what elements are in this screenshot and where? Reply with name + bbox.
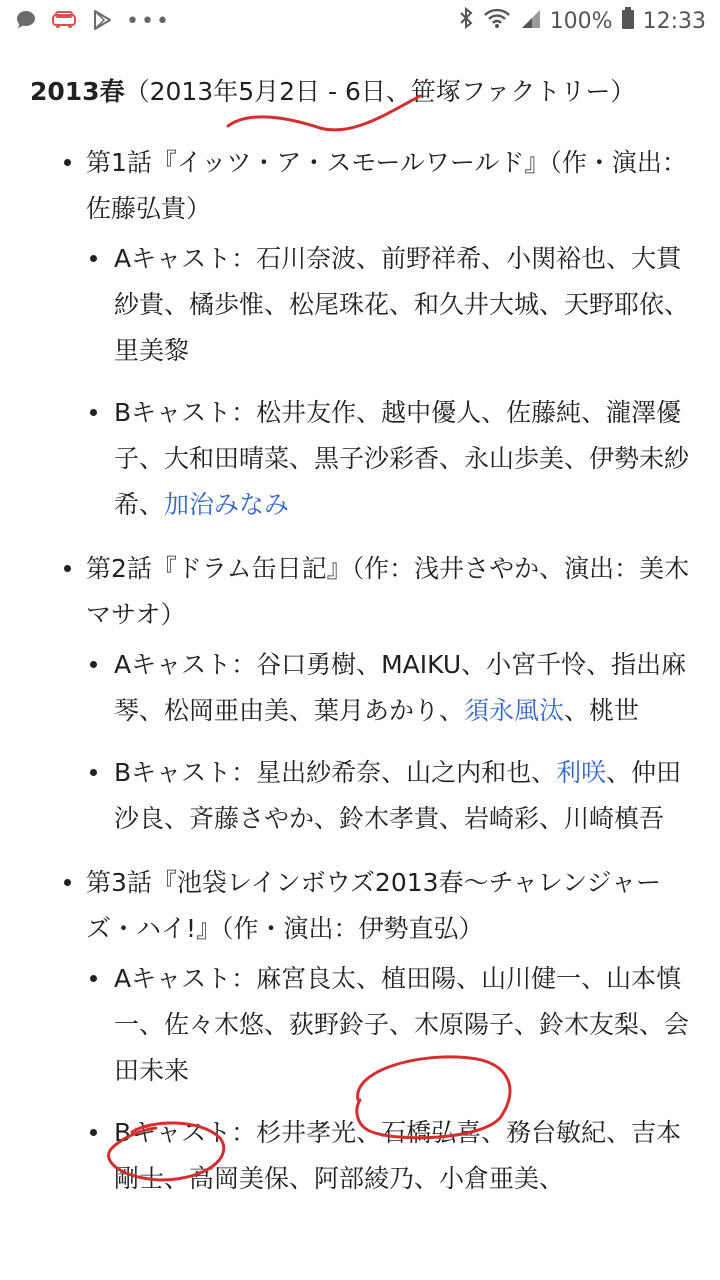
episode-title: 第2話『ドラム缶日記』（作：浅井さやか、演出：美木マサオ） xyxy=(86,554,690,629)
episode-title: 第1話『イッツ・ア・スモールワールド』（作・演出：佐藤弘貴） xyxy=(86,148,687,223)
list-item-episode-3 xyxy=(60,860,700,1202)
list-item-cast-b xyxy=(86,390,700,528)
episode-list xyxy=(60,140,700,1220)
cast-text: Bキャスト：松井友作、越中優人、佐藤純、瀧澤優子、大和田晴菜、黒子沙彩香、永山歩美、伊勢未紗希、 xyxy=(114,398,690,519)
list-item-cast-a xyxy=(86,236,700,374)
cast-list xyxy=(86,236,700,528)
cast-list xyxy=(86,642,700,842)
bluetooth-icon xyxy=(458,6,474,36)
list-item-cast-a xyxy=(86,956,700,1094)
status-left-icons xyxy=(14,8,171,36)
list-item-episode-2 xyxy=(60,546,700,842)
cast-link[interactable]: 加治みなみ xyxy=(164,490,290,519)
season-heading xyxy=(30,74,710,110)
cast-text: Aキャスト：麻宮良太、植田陽、山川健一、山本慎一、佐々木悠、荻野鈴子、木原陽子、鈴木友梨、会田未来 xyxy=(114,964,690,1085)
chat-bubble-icon xyxy=(14,8,38,36)
cast-text-after: 、仲田沙良、斉藤さやか、鈴木孝貴、岩崎彩、川崎槙吾 xyxy=(114,758,682,833)
cast-text: Aキャスト：石川奈波、前野祥希、小関裕也、大貫紗貴、橘歩惟、松尾珠花、和久井大城、天野耶依、里美黎 xyxy=(114,244,690,365)
car-icon xyxy=(50,8,78,36)
cast-text: Bキャスト：杉井孝光、石橋弘喜、務台敏紀、吉本剛士、高岡美保、阿部綾乃、小倉亜美、 xyxy=(114,1118,682,1193)
signal-icon xyxy=(520,6,542,36)
cast-text: Aキャスト：谷口勇樹、MAIKU、小宮千怜、指出麻琴、松岡亜由美、葉月あかり、 xyxy=(114,650,687,725)
cast-text-after: 、桃世 xyxy=(564,696,640,725)
cast-link[interactable]: 利咲 xyxy=(556,758,607,787)
cast-link[interactable]: 須永風汰 xyxy=(464,696,565,725)
status-right-icons xyxy=(458,6,706,36)
list-item-episode-1 xyxy=(60,140,700,528)
battery-percent: 100% xyxy=(549,8,613,34)
battery-icon xyxy=(621,6,635,36)
status-bar xyxy=(0,0,720,44)
cast-list xyxy=(86,956,700,1202)
wifi-icon xyxy=(482,6,512,36)
list-item-cast-a xyxy=(86,642,700,734)
list-item-cast-b xyxy=(86,750,700,842)
more-dots-icon: ••• xyxy=(126,9,171,34)
season-detail: （2013年5月2日 - 6日、笹塚ファクトリー） xyxy=(124,77,636,106)
season-title: 2013春 xyxy=(30,77,125,106)
clock: 12:33 xyxy=(642,8,706,34)
episode-title: 第3話『池袋レインボウズ2013春〜チャレンジャーズ・ハイ!』（作・演出：伊勢直弘） xyxy=(86,868,662,943)
play-store-icon xyxy=(90,8,114,36)
cast-text: Bキャスト：星出紗希奈、山之内和也、 xyxy=(114,758,557,787)
list-item-cast-b xyxy=(86,1110,700,1202)
